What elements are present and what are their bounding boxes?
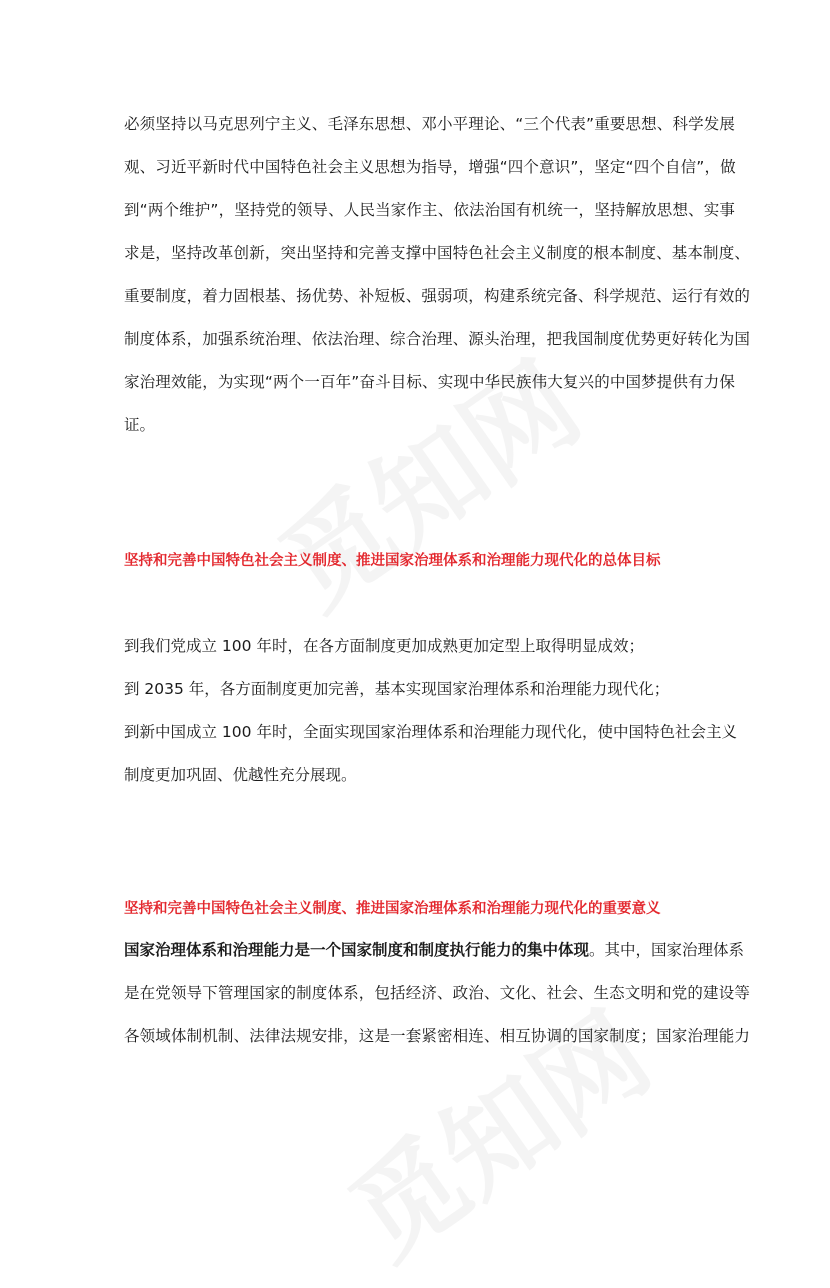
paragraph-line: 到 2035 年，各方面制度更加完善，基本实现国家治理体系和治理能力现代化； <box>124 680 670 698</box>
paragraph-line: 到新中国成立 100 年时，全面实现国家治理体系和治理能力现代化，使中国特色社会主义 <box>124 723 737 741</box>
paragraph-line <box>124 938 744 960</box>
paragraph-line: 家治理效能，为实现“两个一百年”奋斗目标、实现中华民族伟大复兴的中国梦提供有力保 <box>124 373 736 391</box>
paragraph-line: 必须坚持以马克思列宁主义、毛泽东思想、邓小平理论、“三个代表”重要思想、科学发展 <box>124 115 736 133</box>
section-heading: 坚持和完善中国特色社会主义制度、推进国家治理体系和治理能力现代化的总体目标 <box>124 553 661 569</box>
watermark <box>315 970 676 1288</box>
section-heading: 坚持和完善中国特色社会主义制度、推进国家治理体系和治理能力现代化的重要意义 <box>124 901 661 917</box>
watermark <box>245 320 606 639</box>
paragraph-line: 到我们党成立 100 年时，在各方面制度更加成熟更加定型上取得明显成效； <box>124 637 644 655</box>
bold-lead-text: 国家治理体系和治理能力是一个国家制度和制度执行能力的集中体现 <box>124 941 590 959</box>
paragraph-line: 证。 <box>124 416 156 434</box>
paragraph-line: 是在党领导下管理国家的制度体系，包括经济、政治、文化、社会、生态文明和党的建设等 <box>124 984 751 1002</box>
paragraph-line: 制度更加巩固、优越性充分展现。 <box>124 766 357 784</box>
paragraph-line: 求是，坚持改革创新，突出坚持和完善支撑中国特色社会主义制度的根本制度、基本制度、 <box>124 244 751 262</box>
paragraph-line: 制度体系，加强系统治理、依法治理、综合治理、源头治理，把我国制度优势更好转化为国 <box>124 330 751 348</box>
paragraph-line: 到“两个维护”，坚持党的领导、人民当家作主、依法治国有机统一，坚持解放思想、实事 <box>124 201 736 219</box>
paragraph-line: 重要制度，着力固根基、扬优势、补短板、强弱项，构建系统完备、科学规范、运行有效的 <box>124 287 751 305</box>
paragraph-line: 各领域体制机制、法律法规安排，这是一套紧密相连、相互协调的国家制度；国家治理能力 <box>124 1027 751 1045</box>
paragraph-line: 观、习近平新时代中国特色社会主义思想为指导，增强“四个意识”，坚定“四个自信”，做 <box>124 158 736 176</box>
lead-text-rest: 。其中，国家治理体系 <box>589 941 745 959</box>
